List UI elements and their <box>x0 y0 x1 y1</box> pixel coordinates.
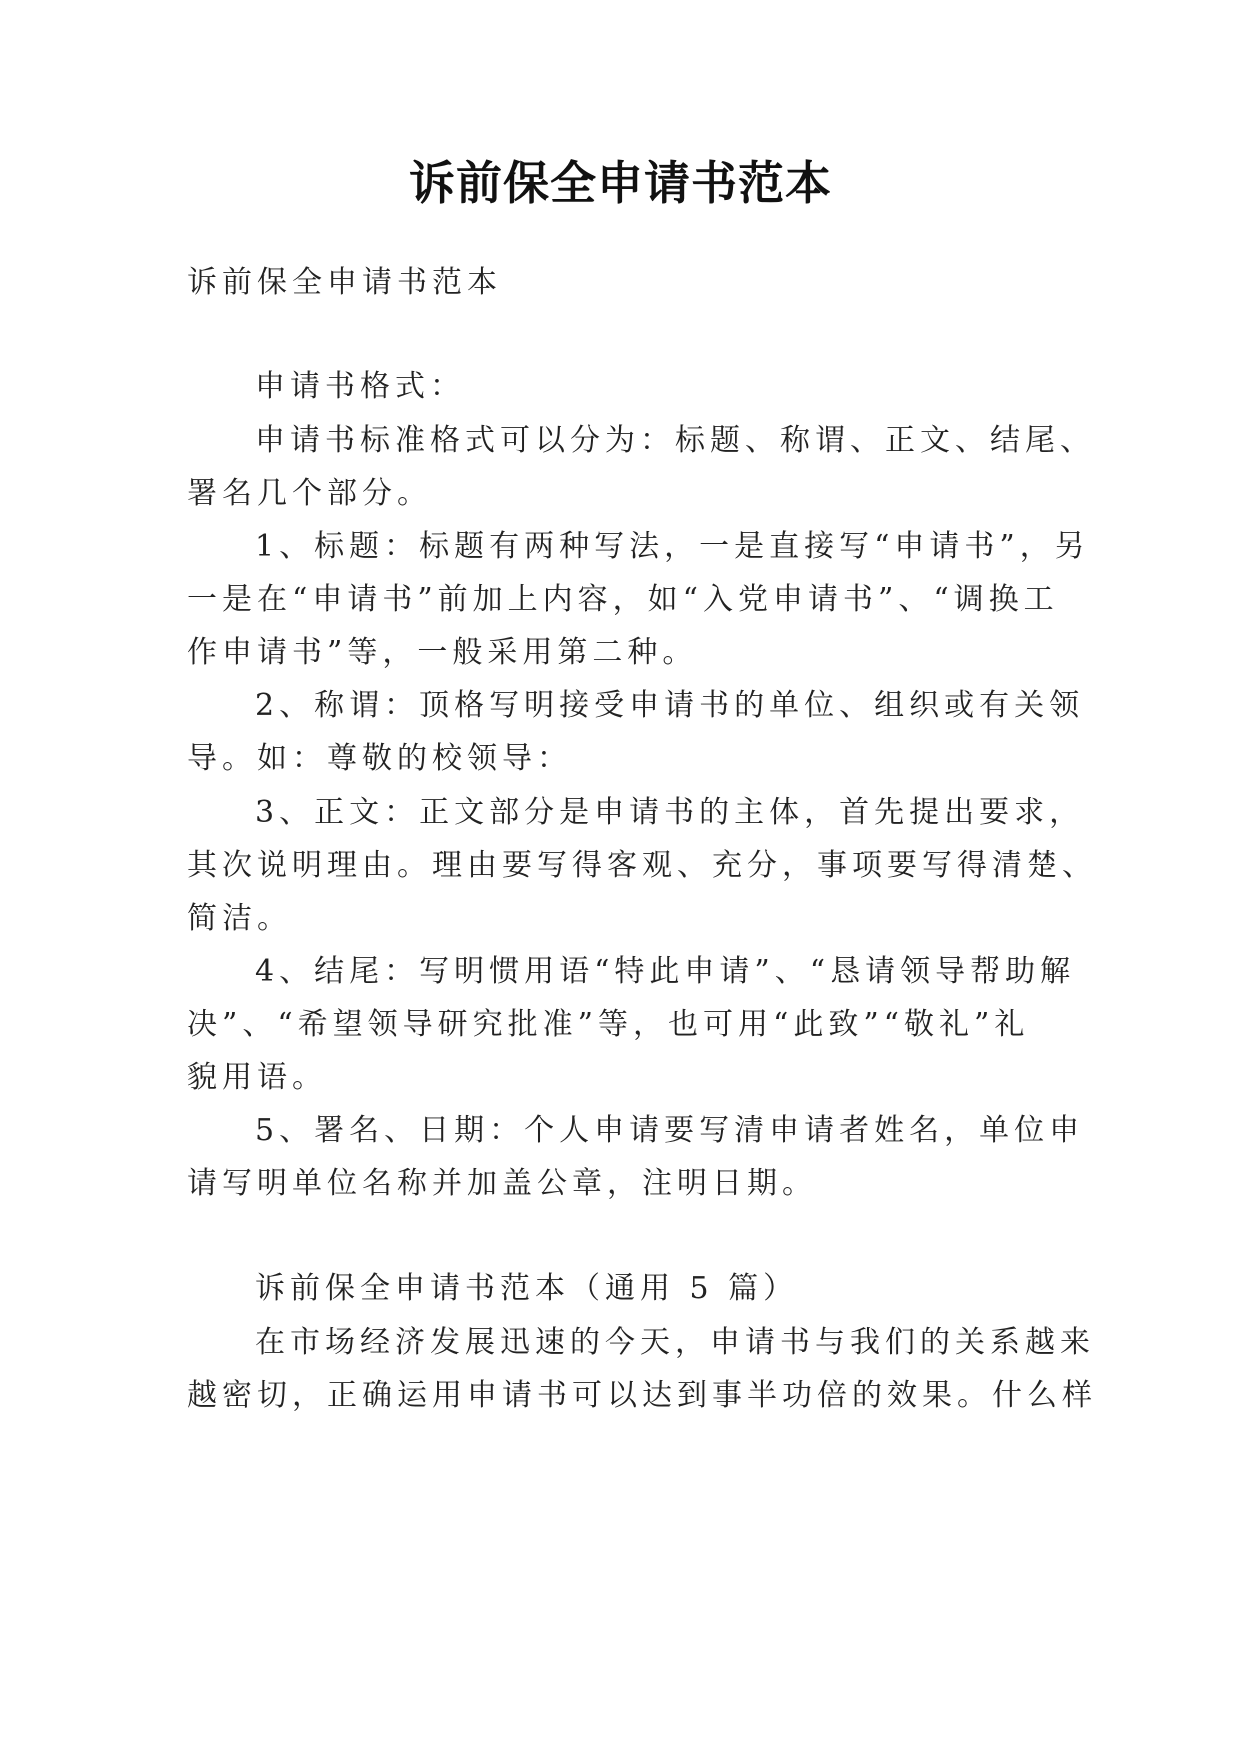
paragraph-line: 决”、“希望领导研究批准”等，也可用“此致”“敬礼”礼 <box>187 1007 1030 1042</box>
paragraph-line: 申请书标准格式可以分为：标题、称谓、正文、结尾、 <box>255 423 1095 458</box>
paragraph-line: 1、标题：标题有两种写法，一是直接写“申请书”，另 <box>255 529 1090 564</box>
paragraph-line: 在市场经济发展迅速的今天，申请书与我们的关系越来 <box>255 1325 1095 1360</box>
paragraph-line: 一是在“申请书”前加上内容，如“入党申请书”、“调换工 <box>187 582 1059 617</box>
paragraph-line: 其次说明理由。理由要写得客观、充分，事项要写得清楚、 <box>187 848 1097 883</box>
section-heading: 诉前保全申请书范本（通用 5 篇） <box>255 1271 799 1306</box>
paragraph-line: 简洁。 <box>187 901 292 936</box>
paragraph-line: 4、结尾：写明惯用语“特此申请”、“恳请领导帮助解 <box>255 954 1076 989</box>
paragraph-line: 越密切，正确运用申请书可以达到事半功倍的效果。什么样 <box>187 1378 1097 1413</box>
paragraph-line: 作申请书”等，一般采用第二种。 <box>187 635 698 670</box>
paragraph-line: 5、署名、日期：个人申请要写清申请者姓名，单位申 <box>255 1113 1085 1148</box>
paragraph-line: 2、称谓：顶格写明接受申请书的单位、组织或有关领 <box>255 688 1085 723</box>
paragraph-line: 貌用语。 <box>187 1060 327 1095</box>
paragraph-line: 署名几个部分。 <box>187 476 432 511</box>
paragraph-line: 3、正文：正文部分是申请书的主体，首先提出要求， <box>255 795 1085 830</box>
format-heading: 申请书格式： <box>255 369 465 404</box>
paragraph-line: 导。如：尊敬的校领导： <box>187 741 572 776</box>
subtitle-line: 诉前保全申请书范本 <box>187 265 502 300</box>
paragraph-line: 请写明单位名称并加盖公章，注明日期。 <box>187 1166 817 1201</box>
document-title: 诉前保全申请书范本 <box>409 156 832 210</box>
